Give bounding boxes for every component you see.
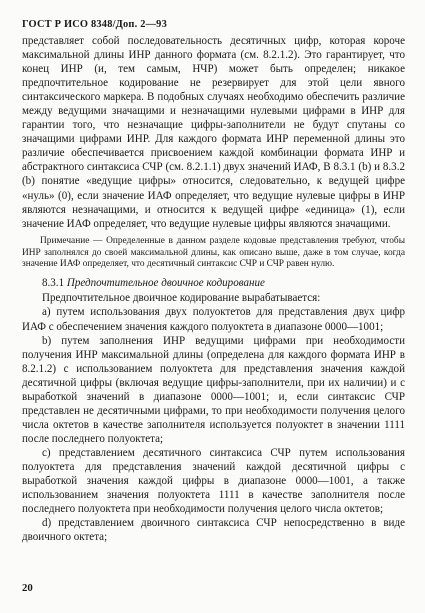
running-header: ГОСТ Р ИСО 8348/Доп. 2—93 <box>22 19 167 30</box>
list-item-a: а) путем использования двух полуоктетов для представления двух цифр ИАФ с обеспечением значения каждого полуоктета в диапазоне 0000—1001; <box>22 306 405 333</box>
document-body <box>22 34 405 544</box>
list-item-b: b) путем заполнения ИНР ведущими цифрами при необходимости получения ИНР максимальной длины (определена для каждого формата ИНР в 8.2.1.2) с использованием полуоктета для представления значения каждой десятичной цифры (включая ведущие цифры-заполнители, при их наличии) и с выработкой значений в диапазоне 0000—1001; и, если синтаксис СЧР представлен не десятичными цифрами, то при необходимости получения целого числа октетов в качестве заполнителя используется полуоктет в значении 1111 после последнего полуоктета; <box>22 334 405 445</box>
list-item-d: d) представлением двоичного синтаксиса СЧР непосредственно в виде двоичного октета; <box>22 517 405 544</box>
list-item-c: с) представлением десятичного синтаксиса СЧР путем использования полуоктета для представления значений каждой десятичной цифры с выработкой значения каждой цифры в диапазоне 0000—1001, а также использованием значения полуоктета 1111 в качестве заполнителя после последнего полуоктета при необходимости получения целого числа октетов; <box>22 446 405 516</box>
note: Примечание — Определенные в данном разделе кодовые представления требуют, чтобы ИНР заполнялся до своей максимальной длины, как описано выше, даже в том случае, когда значение ИАФ определяет, что десятичный синтаксис СЧР и СЧР равен нулю. <box>22 235 405 270</box>
body-paragraph: представляет собой последовательность десятичных цифр, которая короче максимальной длины ИНР данного формата (см. 8.2.1.2). Это гарантирует, что конец ИНР (и, тем самым, НЧР) может быть определен; никакое предпочтительное кодирование не резервирует для этой цели явного синтаксического маркера. В подобных случаях необходимо обеспечить различие между ведущими значащими и незначащими нулевыми цифрами в ИНР для гарантии того, что незначащие цифры-заполнители не будут спутаны со значащими цифрами ИНР. Для каждого формата ИНР переменной длины это различие обеспечивается присвоением каждой комбинации формата ИНР и абстрактного синтаксиса СЧР (см. 8.2.1.1) двух значений ИАФ, В 8.3.1 (b) и 8.3.2 (b) понятие «ведущие цифры» относится, следовательно, к ведущей цифре «нуль» (0), если значение ИАФ определяет, что ведущие нулевые цифры в ИНР являются незначащими, и относится к ведущей цифре «единица» (1), если значение ИАФ определяет, что ведущие нулевые цифры являются значащими. <box>22 35 405 230</box>
section-title: Предпочтительное двоичное кодирование <box>66 277 265 290</box>
section-number: 8.3.1 <box>42 277 65 290</box>
section-heading <box>22 276 405 290</box>
section-intro: Предпочтительное двоичное кодирование вырабатывается: <box>42 292 321 305</box>
page-number: 20 <box>22 582 33 594</box>
